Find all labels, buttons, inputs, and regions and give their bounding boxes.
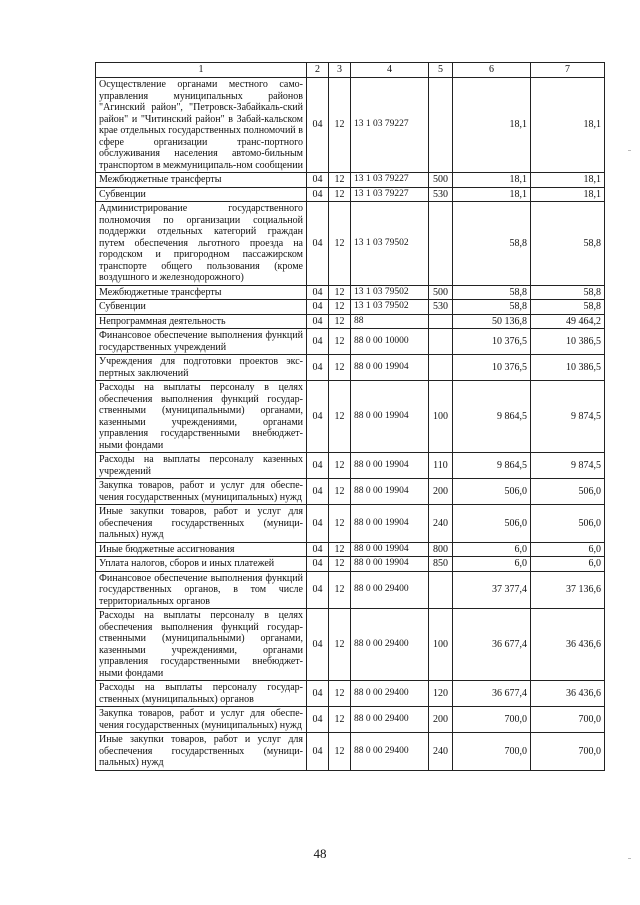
cell-ved: 04 [307,78,329,173]
cell-csr: 88 0 00 29400 [351,681,429,707]
cell-vr [429,314,453,329]
cell-ved: 04 [307,479,329,505]
cell-ved: 04 [307,571,329,609]
cell-name: Иные закупки товаров, работ и услуг для обеспечения государственных (муници-пальных) нужд [96,505,307,543]
cell-amount-1: 9 864,5 [453,453,531,479]
table-body [96,78,605,771]
table-header-row [96,63,605,78]
cell-amount-1: 10 376,5 [453,329,531,355]
cell-ved: 04 [307,609,329,681]
cell-amount-1: 50 136,8 [453,314,531,329]
cell-vr: 500 [429,173,453,188]
header-cell-csr: 4 [351,63,429,78]
cell-rz: 12 [329,681,351,707]
cell-name: Осуществление органами местного само-управления муниципальных районов "Агинский район", "Петровск-Забайкаль-ский район" и "Читинский район" в Забай-кальском крае отдельных государственных полномочий в сфере организации транс-портного обслуживания населения автомо-бильным транспортом в межмуниципаль-ном сообщении [96,78,307,173]
cell-vr [429,355,453,381]
header-cell-name: 1 [96,63,307,78]
cell-vr: 530 [429,187,453,202]
cell-rz: 12 [329,329,351,355]
cell-csr: 13 1 03 79227 [351,78,429,173]
table-row [96,733,605,771]
cell-rz: 12 [329,479,351,505]
table-row [96,285,605,300]
cell-ved: 04 [307,285,329,300]
cell-amount-2: 49 464,2 [531,314,605,329]
cell-ved: 04 [307,681,329,707]
cell-amount-1: 9 864,5 [453,381,531,453]
cell-amount-1: 58,8 [453,202,531,286]
cell-amount-1: 18,1 [453,78,531,173]
cell-rz: 12 [329,314,351,329]
cell-csr: 88 0 00 19904 [351,542,429,557]
cell-amount-1: 36 677,4 [453,681,531,707]
cell-amount-1: 10 376,5 [453,355,531,381]
cell-name: Расходы на выплаты персоналу в целях обеспечения выполнения функций государ-ственными (муниципальными) органами, казенными учреждениями, органами управления государственными внебюджет-ными фондами [96,609,307,681]
cell-name: Расходы на выплаты персоналу в целях обеспечения выполнения функций государ-ственными (муниципальными) органами, казенными учреждениями, органами управления государственными внебюджет-ными фондами [96,381,307,453]
cell-rz: 12 [329,733,351,771]
table-row [96,314,605,329]
table-row [96,187,605,202]
cell-ved: 04 [307,202,329,286]
cell-csr: 88 0 00 19904 [351,505,429,543]
cell-rz: 12 [329,609,351,681]
cell-amount-1: 58,8 [453,285,531,300]
cell-amount-1: 6,0 [453,542,531,557]
scan-artifact [628,150,631,151]
cell-amount-2: 58,8 [531,202,605,286]
cell-ved: 04 [307,557,329,572]
cell-amount-2: 9 874,5 [531,453,605,479]
cell-vr [429,78,453,173]
cell-name: Учреждения для подготовки проектов экс-пертных заключений [96,355,307,381]
table-row [96,571,605,609]
table-row [96,381,605,453]
cell-amount-2: 9 874,5 [531,381,605,453]
scan-artifact [628,858,631,859]
cell-amount-1: 506,0 [453,479,531,505]
cell-name: Администрирование государственного полномочия по организации социальной поддержки отдельных категорий граждан путем обеспечения льготного проезда на городском и пригородном пассажирском транспорте общего пользования (кроме воздушного и железнодорожного) [96,202,307,286]
cell-amount-1: 506,0 [453,505,531,543]
cell-csr: 88 0 00 19904 [351,355,429,381]
cell-ved: 04 [307,707,329,733]
cell-amount-2: 700,0 [531,733,605,771]
table-row [96,557,605,572]
table-row [96,173,605,188]
cell-amount-1: 18,1 [453,187,531,202]
cell-amount-2: 37 136,6 [531,571,605,609]
cell-amount-2: 18,1 [531,78,605,173]
cell-name: Иные бюджетные ассигнования [96,542,307,557]
cell-vr [429,329,453,355]
cell-csr: 13 1 03 79502 [351,300,429,315]
cell-name: Субвенции [96,187,307,202]
header-cell-amount-1: 6 [453,63,531,78]
cell-rz: 12 [329,300,351,315]
cell-amount-1: 37 377,4 [453,571,531,609]
cell-vr: 100 [429,381,453,453]
cell-rz: 12 [329,707,351,733]
cell-vr: 110 [429,453,453,479]
cell-csr: 13 1 03 79502 [351,202,429,286]
table-row [96,300,605,315]
cell-name: Иные закупки товаров, работ и услуг для обеспечения государственных (муници-пальных) нужд [96,733,307,771]
cell-rz: 12 [329,505,351,543]
cell-ved: 04 [307,505,329,543]
cell-ved: 04 [307,542,329,557]
table-row [96,707,605,733]
cell-rz: 12 [329,355,351,381]
cell-rz: 12 [329,571,351,609]
table-row [96,681,605,707]
table-row [96,202,605,286]
table-row [96,609,605,681]
cell-ved: 04 [307,300,329,315]
cell-vr [429,202,453,286]
cell-amount-2: 58,8 [531,285,605,300]
cell-amount-2: 36 436,6 [531,681,605,707]
table-row [96,329,605,355]
cell-amount-2: 506,0 [531,479,605,505]
cell-amount-2: 18,1 [531,173,605,188]
cell-csr: 13 1 03 79227 [351,187,429,202]
header-cell-ved: 2 [307,63,329,78]
cell-rz: 12 [329,453,351,479]
cell-vr: 200 [429,479,453,505]
cell-csr: 88 0 00 19904 [351,453,429,479]
cell-name: Финансовое обеспечение выполнения функций государственных органов, в том числе территориальных органов [96,571,307,609]
cell-csr: 88 [351,314,429,329]
cell-csr: 13 1 03 79502 [351,285,429,300]
cell-amount-1: 6,0 [453,557,531,572]
cell-amount-2: 18,1 [531,187,605,202]
cell-vr: 530 [429,300,453,315]
cell-rz: 12 [329,285,351,300]
cell-vr: 850 [429,557,453,572]
cell-ved: 04 [307,453,329,479]
cell-amount-1: 36 677,4 [453,609,531,681]
cell-vr: 240 [429,733,453,771]
table-row [96,479,605,505]
cell-vr: 240 [429,505,453,543]
cell-vr: 120 [429,681,453,707]
header-cell-amount-2: 7 [531,63,605,78]
header-cell-vr: 5 [429,63,453,78]
cell-amount-2: 10 386,5 [531,355,605,381]
cell-vr: 100 [429,609,453,681]
cell-name: Закупка товаров, работ и услуг для обеспе-чения государственных (муниципальных) нужд [96,707,307,733]
cell-amount-1: 700,0 [453,707,531,733]
cell-csr: 88 0 00 19904 [351,557,429,572]
cell-rz: 12 [329,78,351,173]
table-row [96,505,605,543]
cell-amount-2: 58,8 [531,300,605,315]
cell-rz: 12 [329,381,351,453]
cell-csr: 88 0 00 29400 [351,571,429,609]
cell-name: Уплата налогов, сборов и иных платежей [96,557,307,572]
cell-ved: 04 [307,355,329,381]
table-row [96,453,605,479]
cell-name: Закупка товаров, работ и услуг для обеспе-чения государственных (муниципальных) нужд [96,479,307,505]
cell-csr: 13 1 03 79227 [351,173,429,188]
cell-ved: 04 [307,733,329,771]
cell-amount-2: 6,0 [531,557,605,572]
cell-name: Финансовое обеспечение выполнения функций государственных учреждений [96,329,307,355]
cell-ved: 04 [307,381,329,453]
cell-rz: 12 [329,542,351,557]
cell-amount-2: 700,0 [531,707,605,733]
cell-csr: 88 0 00 29400 [351,707,429,733]
cell-amount-1: 18,1 [453,173,531,188]
cell-ved: 04 [307,314,329,329]
cell-name: Расходы на выплаты персоналу казенных учреждений [96,453,307,479]
cell-csr: 88 0 00 29400 [351,733,429,771]
cell-rz: 12 [329,187,351,202]
cell-vr [429,571,453,609]
cell-amount-1: 58,8 [453,300,531,315]
cell-amount-2: 6,0 [531,542,605,557]
cell-amount-2: 506,0 [531,505,605,543]
cell-ved: 04 [307,329,329,355]
cell-amount-2: 10 386,5 [531,329,605,355]
cell-ved: 04 [307,173,329,188]
header-cell-rz: 3 [329,63,351,78]
cell-name: Субвенции [96,300,307,315]
cell-amount-1: 700,0 [453,733,531,771]
cell-amount-2: 36 436,6 [531,609,605,681]
cell-vr: 500 [429,285,453,300]
cell-rz: 12 [329,202,351,286]
cell-csr: 88 0 00 29400 [351,609,429,681]
cell-ved: 04 [307,187,329,202]
cell-name: Межбюджетные трансферты [96,173,307,188]
cell-vr: 800 [429,542,453,557]
cell-rz: 12 [329,557,351,572]
cell-csr: 88 0 00 19904 [351,381,429,453]
cell-vr: 200 [429,707,453,733]
cell-name: Расходы на выплаты персоналу государ-ственных (муниципальных) органов [96,681,307,707]
page-number: 48 [313,846,327,861]
cell-csr: 88 0 00 19904 [351,479,429,505]
cell-rz: 12 [329,173,351,188]
table-row [96,355,605,381]
table-row [96,542,605,557]
cell-name: Межбюджетные трансферты [96,285,307,300]
table-row [96,78,605,173]
cell-name: Непрограммная деятельность [96,314,307,329]
budget-table [95,62,605,771]
cell-csr: 88 0 00 10000 [351,329,429,355]
